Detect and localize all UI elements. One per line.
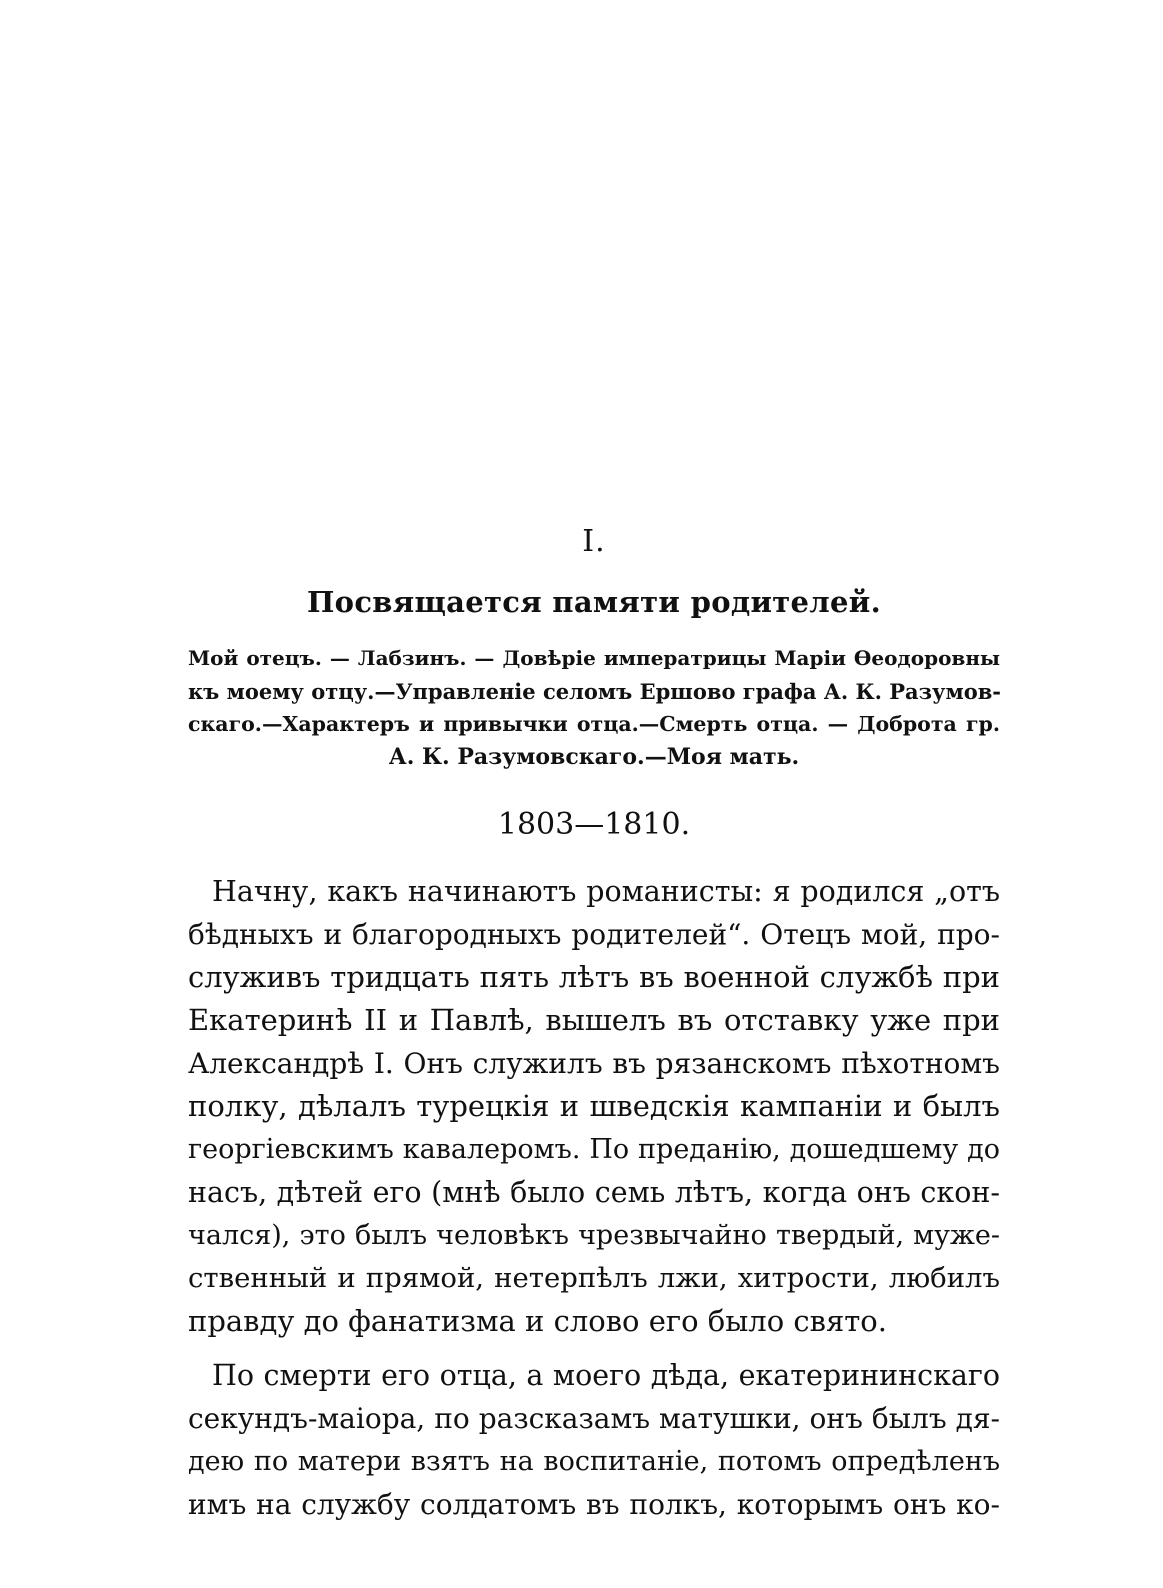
book-page [188,0,1000,1588]
paragraph [188,1354,1000,1526]
text-line: имъ на службу солдатомъ въ полкъ, которымъ онъ ко- [188,1488,1000,1521]
chapter-years: 1803—1810. [497,807,691,842]
text-line: Начну, какъ начинаютъ романисты: я родился „отъ [212,875,1000,908]
text-line: Александрѣ I. Онъ служилъ въ рязанскомъ пѣхотномъ [188,1047,1000,1080]
text-line: правду до фанатизма и слово его было свято. [188,1304,887,1338]
summary-line: Мой отецъ. — Лабзинъ. — Довѣріе императрицы Маріи Ѳеодоровны [188,646,1000,670]
summary-line: А. К. Разумовскаго.—Моя мать. [388,744,800,770]
text-line: ственный и прямой, нетерпѣлъ лжи, хитрости, любилъ [188,1262,1000,1294]
summary-line: скаго.—Характеръ и привычки отца.—Смерть отца. — Доброта гр. [188,712,1000,736]
text-line: полку, дѣлалъ турецкія и шведскія кампаніи и былъ [188,1089,1000,1123]
text-line: дею по матери взятъ на воспитаніе, потомъ опредѣленъ [188,1446,1000,1477]
text-line: секундъ-маіора, по разсказамъ матушки, онъ былъ дя- [188,1402,1000,1435]
text-line: По смерти его отца, а моего дѣда, екатерининскаго [212,1359,1000,1392]
paragraph-gap [188,1343,1000,1354]
text-line: георгіевскимъ кавалеромъ. По преданію, дошедшему до [188,1134,1000,1165]
body-text [188,870,1000,1526]
text-line: служивъ тридцать пять лѣтъ въ военной службѣ при [188,960,1000,994]
text-line: бѣдныхъ и благородныхъ родителей“. Отецъ мой, про- [188,918,1000,951]
chapter-summary [188,642,1000,774]
chapter-number: I. [582,524,606,559]
text-line: чался), это былъ человѣкъ чрезвычайно твердый, муже- [188,1220,1000,1251]
text-line: Екатеринѣ II и Павлѣ, вышелъ въ отставку уже при [188,1003,1000,1037]
chapter-dedication: Посвящается памяти родителей. [306,585,881,619]
text-line: насъ, дѣтей его (мнѣ было семь лѣтъ, когда онъ скон- [188,1176,1000,1209]
paragraph [188,870,1000,1343]
summary-line: къ моему отцу.—Управленіе селомъ Ершово графа А. К. Разумов- [188,679,1002,704]
